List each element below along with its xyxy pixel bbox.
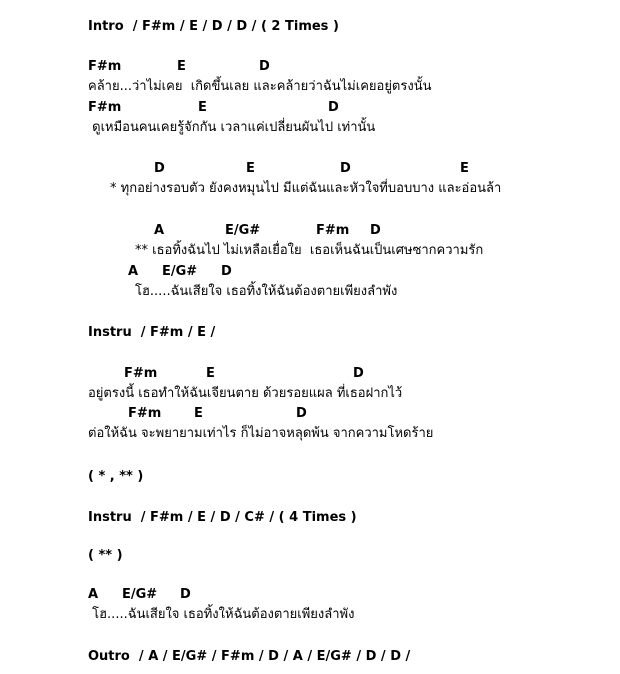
verse2-line2-lyric: ต่อให้ฉัน จะพยายามเท่าไร ก็ไม่อาจหลุดพ้น จากความโหดร้าย bbox=[88, 426, 434, 441]
chord: A bbox=[154, 223, 165, 238]
repeat-marker-2: ( ** ) bbox=[88, 548, 123, 563]
intro-line: Intro / F#m / E / D / D / ( 2 Times ) bbox=[88, 19, 339, 34]
chord: A bbox=[128, 264, 139, 279]
chord: E bbox=[206, 366, 215, 381]
chord: F#m bbox=[316, 223, 350, 238]
repeat-marker-1: ( * , ** ) bbox=[88, 469, 144, 484]
chord: F#m bbox=[124, 366, 158, 381]
chorus2-line1-lyric: ** เธอทิ้งฉันไป ไม่เหลือเยื่อใย เธอเห็นฉันเป็นเศษซากความรัก bbox=[135, 243, 484, 258]
chord: E bbox=[177, 59, 186, 74]
verse1-line2-lyric: ดูเหมือนคนเคยรู้จักกัน เวลาแค่เปลี่ยนผันไป เท่านั้น bbox=[88, 120, 376, 135]
chord: D bbox=[154, 161, 165, 176]
instru1-line: Instru / F#m / E / bbox=[88, 325, 216, 340]
chorus2-line2-lyric: โฮ.....ฉันเสียใจ เธอทิ้งให้ฉันต้องตายเพียงลำพัง bbox=[135, 284, 398, 299]
chord: D bbox=[340, 161, 351, 176]
chord: E/G# bbox=[122, 587, 158, 602]
chord: D bbox=[370, 223, 381, 238]
chord: F#m bbox=[128, 406, 162, 421]
chord: F#m bbox=[88, 59, 122, 74]
chord: E/G# bbox=[225, 223, 261, 238]
chord: E bbox=[198, 100, 207, 115]
ending-lyric: โฮ.....ฉันเสียใจ เธอทิ้งให้ฉันต้องตายเพียงลำพัง bbox=[88, 607, 355, 622]
verse1-line1-lyric: คล้าย...ว่าไม่เคย เกิดขึ้นเลย และคล้ายว่าฉันไม่เคยอยู่ตรงนั้น bbox=[88, 79, 432, 94]
chord: A bbox=[88, 587, 99, 602]
chord: D bbox=[259, 59, 270, 74]
instru2-line: Instru / F#m / E / D / C# / ( 4 Times ) bbox=[88, 510, 357, 525]
chord: E bbox=[194, 406, 203, 421]
verse2-line1-lyric: อยู่ตรงนี้ เธอทำให้ฉันเจียนตาย ด้วยรอยแผล ที่เธอฝากไว้ bbox=[88, 386, 403, 401]
chord: D bbox=[328, 100, 339, 115]
outro-line: Outro / A / E/G# / F#m / D / A / E/G# / D / D / bbox=[88, 649, 411, 664]
chord: D bbox=[180, 587, 191, 602]
chord: E/G# bbox=[162, 264, 198, 279]
chord: E bbox=[246, 161, 255, 176]
chord: E bbox=[460, 161, 469, 176]
chord: D bbox=[296, 406, 307, 421]
chord: D bbox=[353, 366, 364, 381]
chorus1-lyric: * ทุกอย่างรอบตัว ยังคงหมุนไป มีแต่ฉันและหัวใจที่บอบบาง และอ่อนล้า bbox=[110, 181, 502, 196]
chord: F#m bbox=[88, 100, 122, 115]
chord: D bbox=[221, 264, 232, 279]
